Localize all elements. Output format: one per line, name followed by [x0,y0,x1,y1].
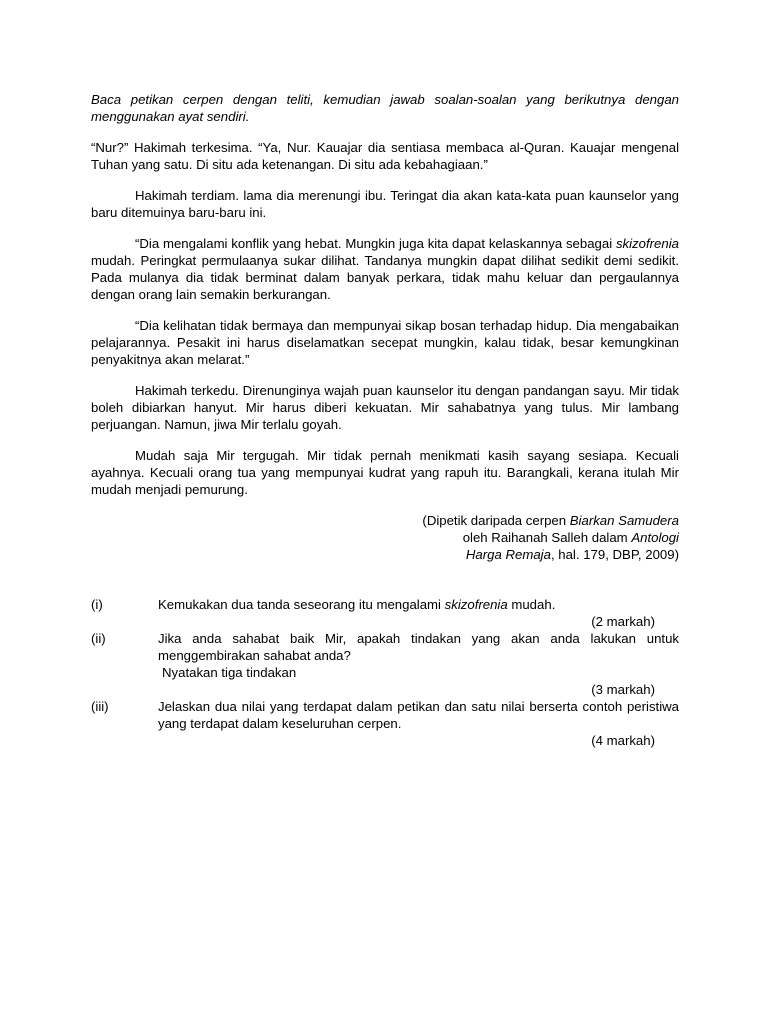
term-skizofrenia: skizofrenia [615,236,679,251]
source-anthology-title-1: Antologi [631,530,679,545]
source-line-2 [91,529,679,546]
question-text-end: mudah. [507,597,556,612]
question-number: (iii) [91,699,109,714]
paragraph-4: “Dia kelihatan tidak bermaya dan mempunyai sikap bosan terhadap hidup. Dia mengabaikan pelajarannya. Pesakit ini harus diselamatkan secepat mungkin, kalau tidak, besar kemungkinan penyakitnya akan melarat.” [91,318,679,367]
question-subtext: Nyatakan tiga tindakan [162,665,297,680]
source-line-2-text: oleh Raihanah Salleh dalam [462,530,632,545]
question-text-start: Kemukakan dua tanda seseorang itu mengalami [158,597,445,612]
paragraph-2: Hakimah terdiam. lama dia merenungi ibu. Teringat dia akan kata-kata puan kaunselor yang baru ditemuinya baru-baru ini. [91,188,679,220]
question-number: (i) [91,597,103,612]
paragraph-3 [91,235,679,303]
questions-list [91,596,679,749]
document-content [91,91,679,749]
question-body [158,698,679,749]
source-story-title: Biarkan Samudera [569,513,679,528]
question-item [91,698,679,749]
source-line-1-text: (Dipetik daripada cerpen [422,513,570,528]
source-line-1 [91,512,679,529]
source-line-3-text: , hal. 179, DBP, 2009) [550,547,679,562]
question-number: (ii) [91,631,106,646]
question-body [158,630,679,698]
question-item [91,596,679,630]
question-text [158,596,679,613]
question-marks: (4 markah) [591,733,655,748]
question-text: Jelaskan dua nilai yang terdapat dalam petikan dan satu nilai berserta contoh peristiwa yang terdapat dalam keseluruhan cerpen. [158,699,679,731]
source-citation [91,512,679,563]
paragraph-1: “Nur?” Hakimah terkesima. “Ya, Nur. Kauajar dia sentiasa membaca al-Quran. Kauajar mengenal Tuhan yang satu. Di situ ada ketenangan. Di situ ada kebahagiaan.” [91,140,679,172]
instruction-text: Baca petikan cerpen dengan teliti, kemudian jawab soalan-soalan yang berikutnya dengan menggunakan ayat sendiri. [91,92,679,124]
paragraph-3-start: “Dia mengalami konflik yang hebat. Mungkin juga kita dapat kelaskannya sebagai [135,236,616,251]
question-marks: (3 markah) [591,682,655,697]
source-anthology-title-2: Harga Remaja [465,547,551,562]
paragraph-6: Mudah saja Mir tergugah. Mir tidak pernah menikmati kasih sayang sesiapa. Kecuali ayahnya. Kecuali orang tua yang mempunyai kudrat yang rapuh itu. Barangkali, kerana itulah Mir mudah menjadi pemurung. [91,448,679,497]
question-item [91,630,679,698]
source-line-3 [91,546,679,563]
question-body [158,596,679,630]
paragraph-5: Hakimah terkedu. Direnunginya wajah puan kaunselor itu dengan pandangan sayu. Mir tidak boleh dibiarkan hanyut. Mir harus diberi kekuatan. Mir sahabatnya yang tulus. Mir lambang perjuangan. Namun, jiwa Mir terlalu goyah. [91,383,679,432]
question-marks: (2 markah) [591,614,655,629]
question-text: Jika anda sahabat baik Mir, apakah tindakan yang akan anda lakukan untuk menggembirakan sahabat anda? [158,631,679,663]
paragraph-3-end: mudah. Peringkat permulaanya sukar dilihat. Tandanya mungkin dapat dilihat sedikit demi sedikit. Pada mulanya dia tidak berminat dalam banyak perkara, tidak mahu keluar dan pergaulannya dengan orang lain semakin berkurangan. [91,253,679,302]
question-term: skizofrenia [444,597,508,612]
